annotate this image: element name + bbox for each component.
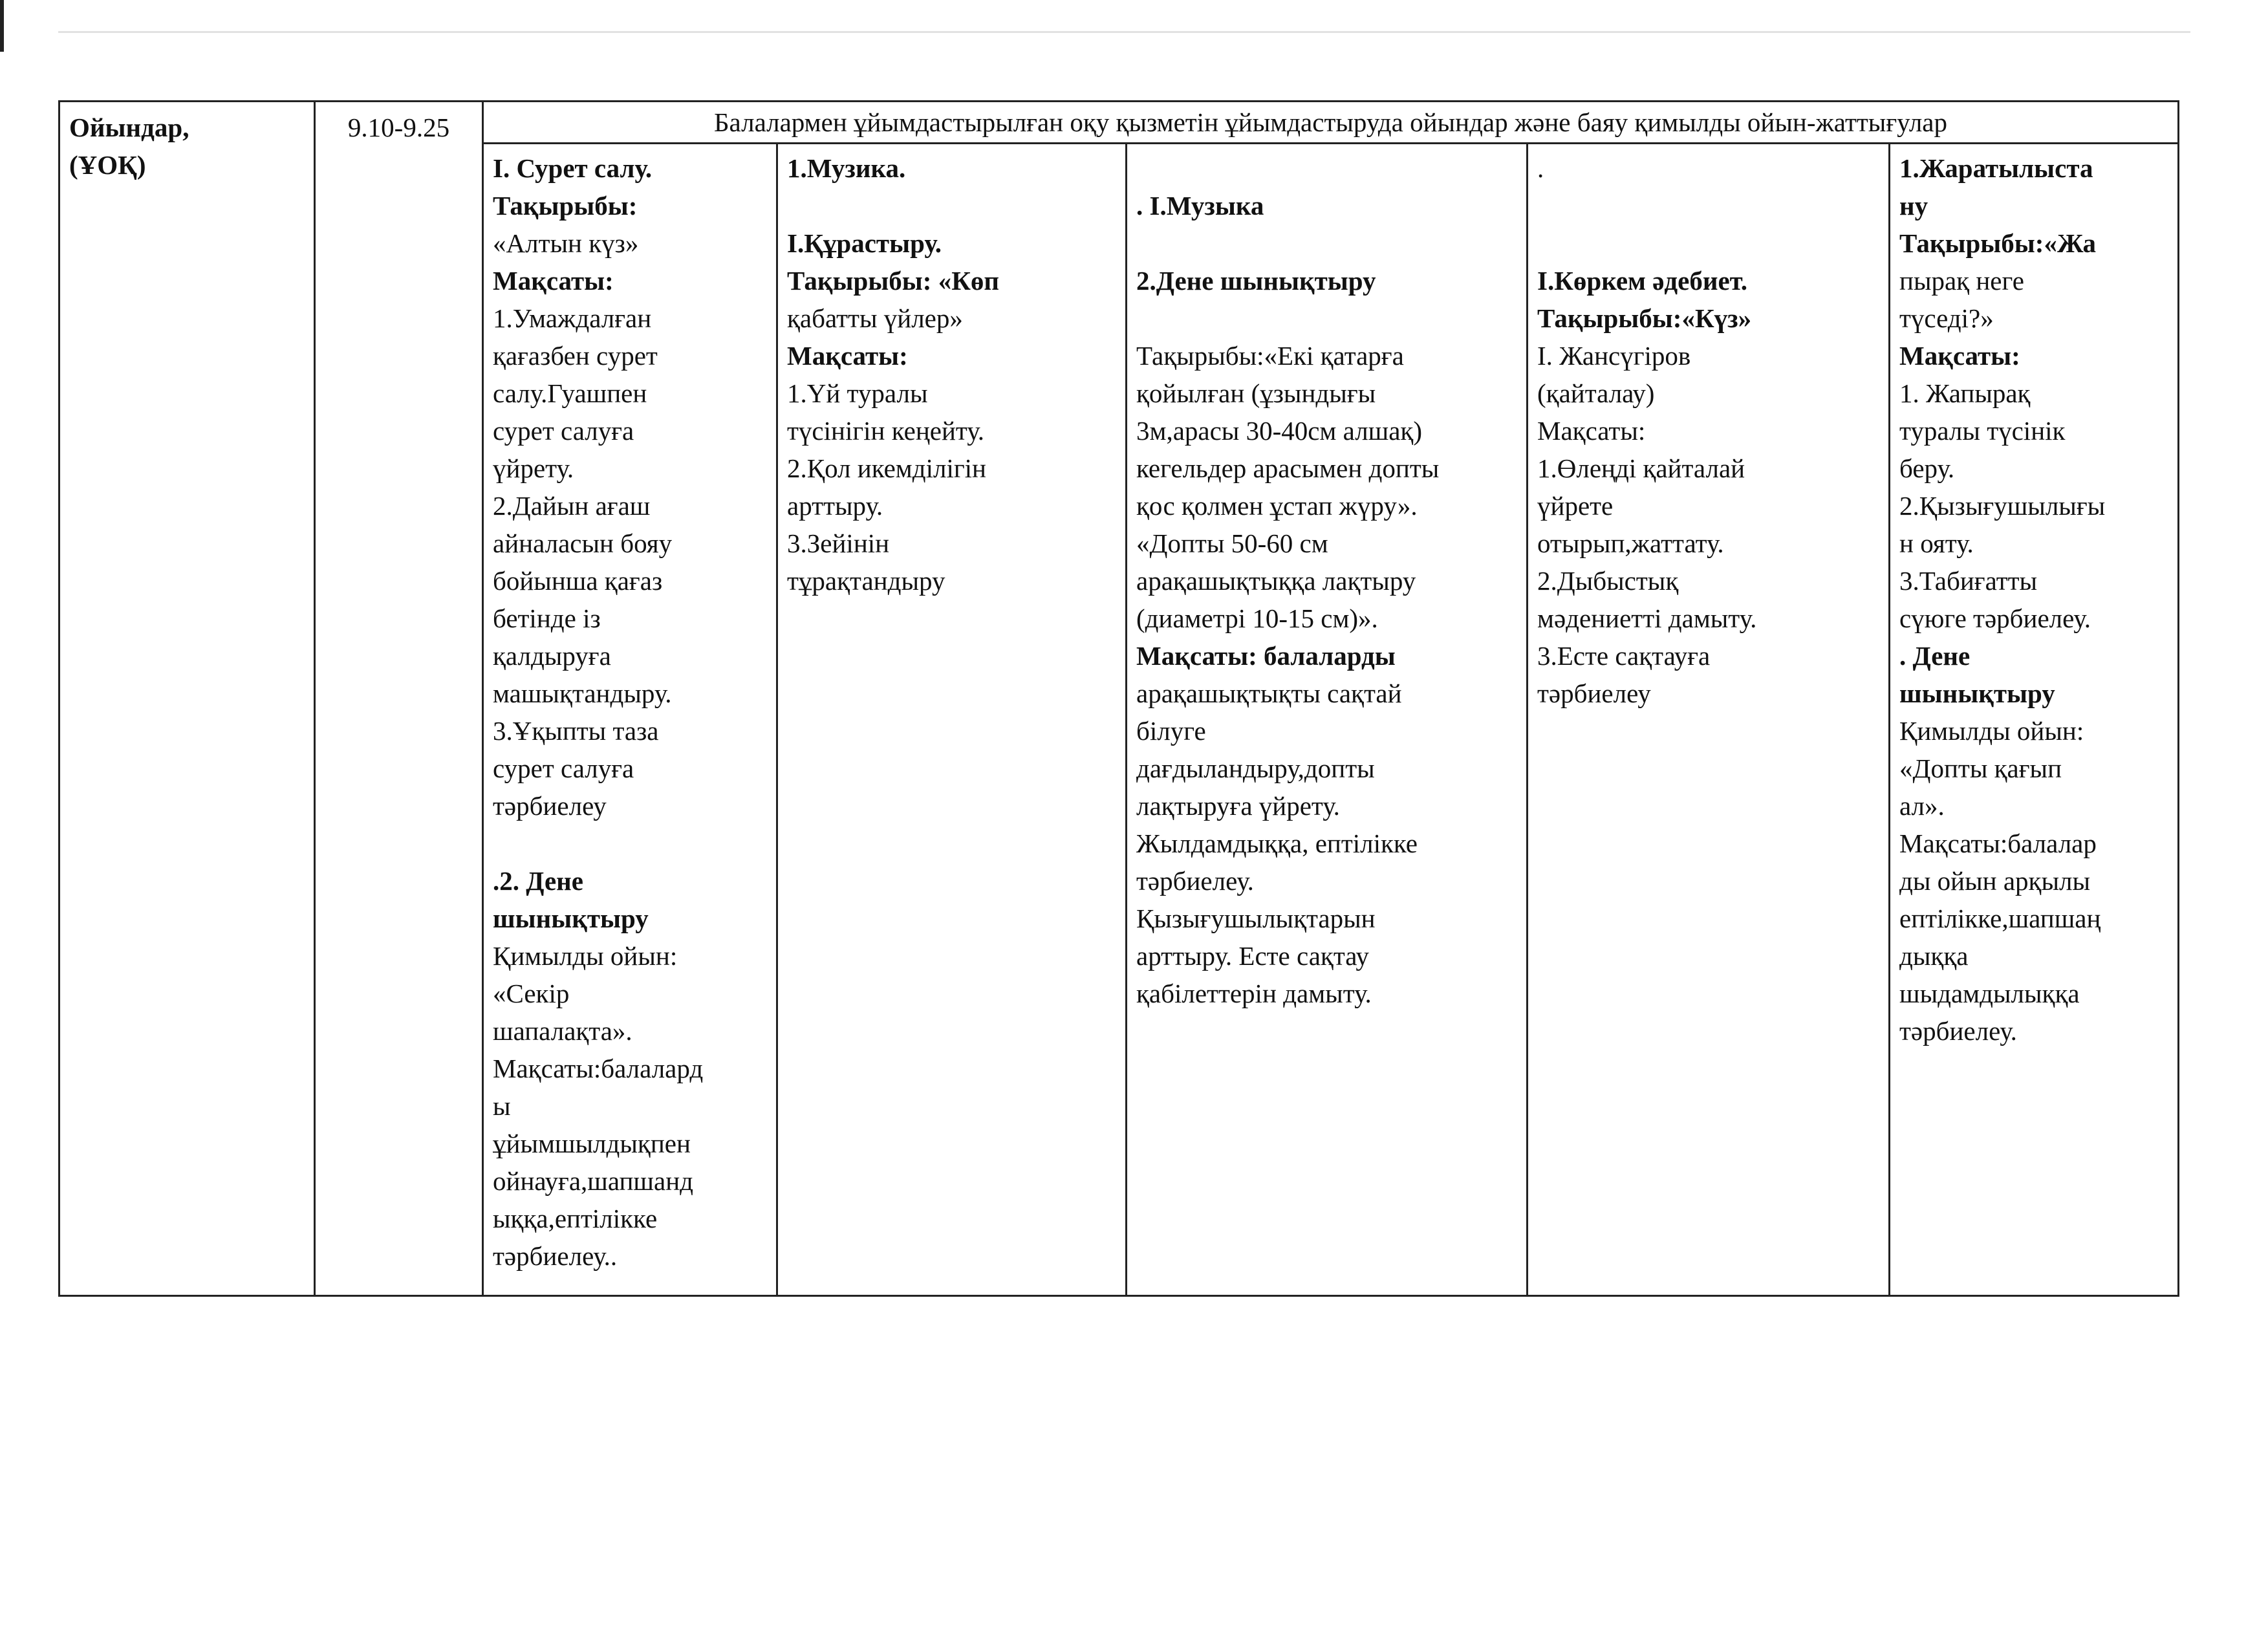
cell-text-line: салу.Гуашпен xyxy=(493,378,647,408)
cell-text-line: ойнауға,шапшанд xyxy=(493,1166,694,1196)
cell-text-line: Жылдамдыққа, ептілікке xyxy=(1136,828,1418,858)
cell-text-line: 3.Есте сақтауға xyxy=(1537,641,1711,671)
cell-text-line: Тақырыбы:«Күз» xyxy=(1537,303,1752,333)
cell-text-line: арақашықтықты сақтай xyxy=(1136,678,1402,708)
cell-text-line: тәрбиелеу xyxy=(1537,678,1651,708)
cell-text-line: білуге xyxy=(1136,716,1206,746)
cell-text-line: қалдыруға xyxy=(493,641,611,671)
cell-text-line xyxy=(493,825,767,862)
cell-text-line: «Допты қағып xyxy=(1899,753,2062,783)
cell-text-line xyxy=(787,187,1116,224)
cell-text-line: 1.Музика. xyxy=(787,153,906,183)
cell-text-line: қабілеттерін дамыту. xyxy=(1136,979,1372,1008)
cell-text-line: ептілікке,шапшаң xyxy=(1899,904,2101,933)
time-cell: 9.10-9.25 xyxy=(315,102,483,1296)
cell-text-line xyxy=(1136,299,1517,337)
section-title-line: (ҰОҚ) xyxy=(69,150,146,180)
cell-text-line: тәрбиелеу.. xyxy=(493,1241,618,1271)
cell-text-line: І.Құрастыру. xyxy=(787,228,942,258)
cell-text-line: ы xyxy=(493,1091,511,1121)
cell-text-line: қос қолмен ұстап жүру». xyxy=(1136,491,1418,521)
cell-text-line: Тақырыбы:«Екі қатарға xyxy=(1136,341,1404,371)
cell-text-line: Мақсаты: xyxy=(1537,416,1646,446)
day-1-cell xyxy=(483,144,777,1296)
cell-text-line: туралы түсінік xyxy=(1899,416,2066,446)
cell-text-line: бойынша қағаз xyxy=(493,566,663,596)
cell-text-line: . Дене xyxy=(1899,641,1971,671)
cell-text-line: тәрбиелеу. xyxy=(1899,1016,2017,1046)
cell-text-line xyxy=(1537,224,1879,262)
cell-text-line: 1.Өлеңді қайталай xyxy=(1537,453,1745,483)
cell-text-line: машықтандыру. xyxy=(493,678,672,708)
cell-text-line: қойылған (ұзындығы xyxy=(1136,378,1376,408)
cell-text-line: 1.Үй туралы xyxy=(787,378,928,408)
cell-text-line: айналасын бояу xyxy=(493,528,673,558)
cell-text-line: 1.Умаждалған xyxy=(493,303,652,333)
cell-text-line: «Секір xyxy=(493,979,570,1008)
cell-text-line: Тақырыбы: xyxy=(493,191,638,221)
cell-text-line: сүюге тәрбиелеу. xyxy=(1899,603,2091,633)
cell-text-line: І. Жансүгіров xyxy=(1537,341,1691,371)
scan-edge-mark xyxy=(0,0,4,52)
cell-text-line: І. Сурет салу. xyxy=(493,153,653,183)
day-5-cell xyxy=(1890,144,2179,1296)
cell-text-line: 2.Дайын ағаш xyxy=(493,491,651,521)
cell-text-line: бетінде із xyxy=(493,603,601,633)
cell-text-line: тұрақтандыру xyxy=(787,566,945,596)
cell-text-line xyxy=(1537,187,1879,224)
cell-text-line: арттыру. xyxy=(787,491,883,521)
section-title-cell xyxy=(59,102,315,1296)
cell-text-line: Мақсаты:балалард xyxy=(493,1054,704,1083)
cell-text-line: Мақсаты:балалар xyxy=(1899,828,2097,858)
day-3-cell xyxy=(1127,144,1528,1296)
cell-text-line: сурет салуға xyxy=(493,753,634,783)
cell-text-line: ды ойын арқылы xyxy=(1899,866,2091,896)
cell-text-line: шынықтыру xyxy=(493,904,649,933)
cell-text-line: Тақырыбы: «Көп xyxy=(787,266,1000,296)
cell-text-line: ал». xyxy=(1899,791,1945,821)
cell-text-line: қағазбен сурет xyxy=(493,341,658,371)
cell-text-line: отырып,жаттату. xyxy=(1537,528,1724,558)
cell-text-line: шыдамдылыққа xyxy=(1899,979,2080,1008)
cell-text-line: . І.Музыка xyxy=(1136,191,1264,221)
cell-text-line: Қимылды ойын: xyxy=(1899,716,2084,746)
cell-text-line: шынықтыру xyxy=(1899,678,2055,708)
cell-text-line: Қимылды ойын: xyxy=(493,941,678,971)
cell-text-line: ыққа,ептілікке xyxy=(493,1204,658,1233)
cell-text-line: беру. xyxy=(1899,453,1955,483)
cell-text-line: дағдыландыру,допты xyxy=(1136,753,1375,783)
table-row xyxy=(59,102,2179,144)
cell-text-line: үйрете xyxy=(1537,491,1614,521)
cell-text-line: 3.Зейінін xyxy=(787,528,890,558)
cell-text-line xyxy=(1136,224,1517,262)
cell-text-line: «Допты 50-60 см xyxy=(1136,528,1328,558)
schedule-table xyxy=(58,100,2179,1297)
day-4-cell xyxy=(1528,144,1890,1296)
cell-text-line: І.Көркем әдебиет. xyxy=(1537,266,1747,296)
cell-text-line: 1.Жаратылыста xyxy=(1899,153,2093,183)
cell-text-line: 2.Дене шынықтыру xyxy=(1136,266,1376,296)
cell-text-line: «Алтын күз» xyxy=(493,228,639,258)
cell-text-line: 3.Ұқыпты таза xyxy=(493,716,659,746)
cell-text-line: ұйымшылдықпен xyxy=(493,1129,691,1158)
cell-text-line: н ояту. xyxy=(1899,528,1974,558)
cell-text-line: лақтыруға үйрету. xyxy=(1136,791,1340,821)
cell-text-line: шапалақта». xyxy=(493,1016,632,1046)
cell-text-line: мәдениетті дамыту. xyxy=(1537,603,1757,633)
cell-text-line: тәрбиелеу. xyxy=(1136,866,1254,896)
cell-text-line: кегельдер арасымен допты xyxy=(1136,453,1440,483)
cell-text-line: Мақсаты: xyxy=(1899,341,2020,371)
cell-text-line: (қайталау) xyxy=(1537,378,1655,408)
day-2-cell xyxy=(777,144,1127,1296)
cell-text-line: арақашықтыққа лақтыру xyxy=(1136,566,1416,596)
cell-text-line: Тақырыбы:«Жа xyxy=(1899,228,2096,258)
cell-text-line: Мақсаты: xyxy=(787,341,908,371)
cell-text-line: 2.Дыбыстық xyxy=(1537,566,1679,596)
cell-text-line: арттыру. Есте сақтау xyxy=(1136,941,1369,971)
cell-text-line: Мақсаты: балаларды xyxy=(1136,641,1396,671)
cell-text-line: 2.Қызығушылығы xyxy=(1899,491,2106,521)
cell-text-line: ну xyxy=(1899,191,1928,221)
activities-header: Балалармен ұйымдастырылған оқу қызметін ұйымдастыруда ойындар және баяу қимылды ойын-жаттығулар xyxy=(483,102,2179,144)
cell-text-line: Қызығушылықтарын xyxy=(1136,904,1376,933)
cell-text-line: түсінігін кеңейту. xyxy=(787,416,984,446)
cell-text-line: (диаметрі 10-15 см)». xyxy=(1136,603,1378,633)
cell-text-line: түседі?» xyxy=(1899,303,1994,333)
cell-text-line: үйрету. xyxy=(493,453,574,483)
cell-text-line: тәрбиелеу xyxy=(493,791,607,821)
cell-text-line: .2. Дене xyxy=(493,866,583,896)
cell-text-line: дыққа xyxy=(1899,941,1969,971)
cell-text-line: пырақ неге xyxy=(1899,266,2024,296)
cell-text-line: 3.Табиғатты xyxy=(1899,566,2038,596)
cell-text-line xyxy=(1136,149,1517,187)
cell-text-line: Мақсаты: xyxy=(493,266,614,296)
section-title-line: Ойындар, xyxy=(69,113,189,142)
cell-text-line: . xyxy=(1537,153,1544,183)
cell-text-line: 3м,арасы 30-40см алшақ) xyxy=(1136,416,1422,446)
cell-text-line: сурет салуға xyxy=(493,416,634,446)
faint-bleed-line xyxy=(58,31,2190,33)
cell-text-line: қабатты үйлер» xyxy=(787,303,963,333)
cell-text-line: 2.Қол икемділігін xyxy=(787,453,987,483)
cell-text-line: 1. Жапырақ xyxy=(1899,378,2031,408)
